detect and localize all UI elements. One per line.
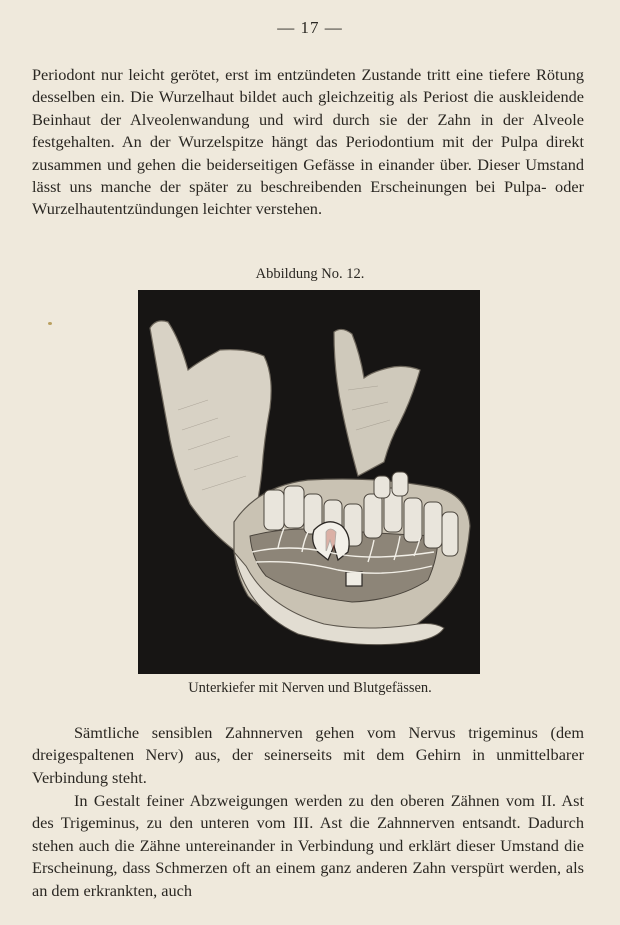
paragraph-2: Sämtliche sensiblen Zahnnerven gehen vom Nervus trigeminus (dem dreigespaltenen Nerv) aus, der seinerseits mit dem Gehirn in unmittelbarer Verbindung steht. [32,723,584,787]
paper-speck [48,322,52,325]
page-number: — 17 — [277,18,343,37]
mandible-engraving [138,290,480,674]
figure-label: Abbildung No. 12. [255,266,365,282]
paragraph-3: In Gestalt feiner Abzweigungen werden zu den oberen Zähnen vom II. Ast des Trigeminus, zu den unteren vom III. Ast die Zahnnerven entsandt. Dadurch stehen auch die Zähne untereinander in Verbindung und erklärt dieser Umstand die Erscheinung, dass Schmerzen oft an einem ganz anderen Zahn verspürt werden, als an dem erkrankten, auch [32,791,584,900]
figure-caption: Unterkiefer mit Nerven und Blutgefässen. [188,680,432,696]
paragraph-1: Periodont nur leicht gerötet, erst im entzündeten Zustande tritt eine tiefere Rötung desselben ein. Die Wurzelhaut bildet auch gleichzeitig als Periost die auskleidende Beinhaut der Alveolenwandung und wird durch sie der Zahn in der Alveole festgehalten. An der Wurzelspitze hängt das Periodontium mit der Pulpa direkt zusammen und gehen die beiderseitigen Gefässe in einander über. Dieser Umstand lässt uns manche der später zu beschreibenden Erscheinungen bei Pulpa- oder Wurzelhautentzündungen leichter verstehen. [32,65,584,219]
jaw-illustration [138,290,480,674]
